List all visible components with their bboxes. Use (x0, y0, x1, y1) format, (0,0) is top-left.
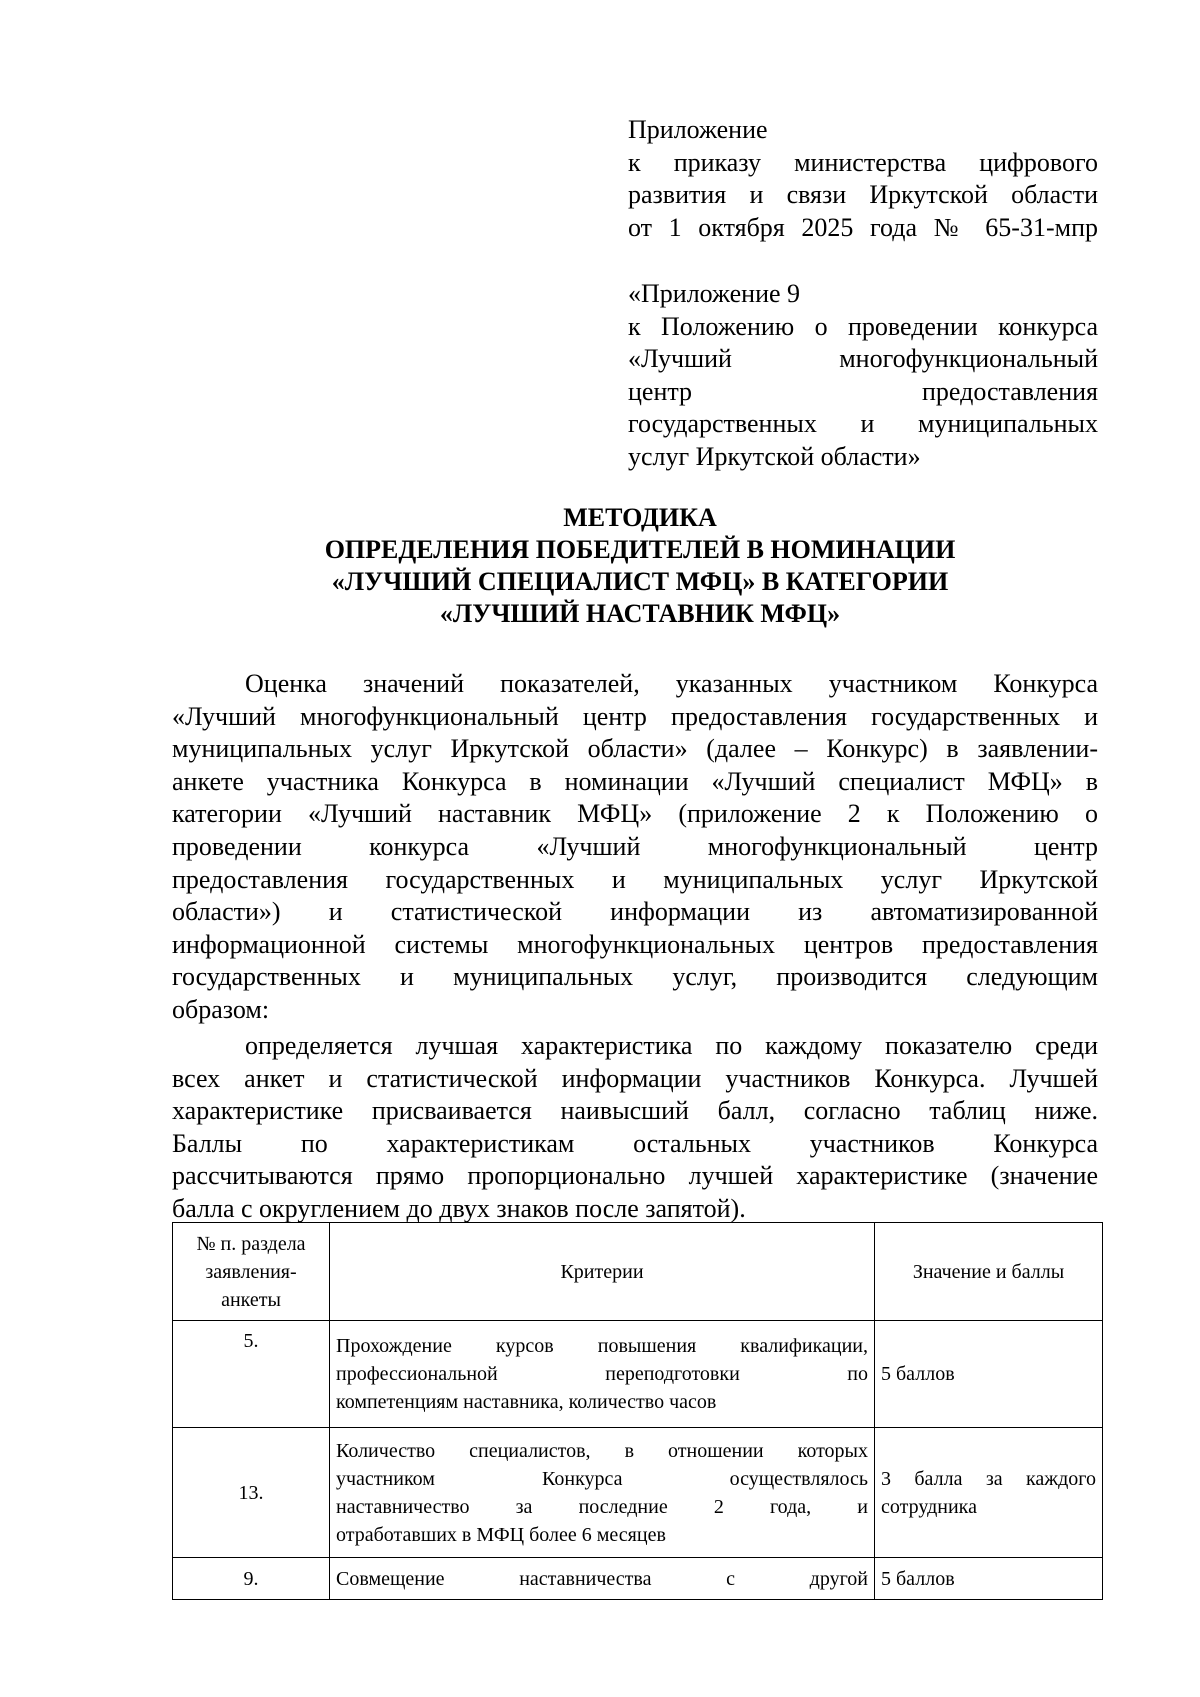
paragraph-line: государственных и муниципальных услуг, производится следующим (172, 962, 1098, 992)
paragraph-line: информационной системы многофункциональных центров предоставления (172, 929, 1098, 959)
row-number: 13. (173, 1428, 330, 1558)
row-value: 5 баллов (875, 1321, 1103, 1428)
appendix-line: услуг Иркутской области» (628, 441, 921, 471)
appendix-line: «Лучший многофункциональный (628, 344, 1098, 373)
document-title (120, 502, 1160, 630)
row-criteria: Прохождение курсов повышения квалификации, профессиональной переподготовки по компетенциям наставника, количество часов (330, 1321, 875, 1428)
title-line: «ЛУЧШИЙ НАСТАВНИК МФЦ» (439, 599, 841, 628)
paragraph-line: «Лучший многофункциональный центр предоставления государственных и (172, 701, 1098, 731)
criteria-table (172, 1222, 1103, 1600)
row-value: 5 баллов (875, 1558, 1103, 1600)
paragraph-line: образом: (172, 994, 270, 1024)
paragraph-line: всех анкет и статистической информации участников Конкурса. Лучшей (172, 1063, 1098, 1093)
header-section-number: № п. раздела заявления- анкеты (173, 1223, 330, 1321)
paragraph-line: анкете участника Конкурса в номинации «Лучший специалист МФЦ» в (172, 766, 1098, 796)
paragraph-line: Оценка значений показателей, указанных участником Конкурса (245, 669, 1098, 698)
header-criteria: Критерии (330, 1223, 875, 1321)
title-line: МЕТОДИКА (563, 503, 717, 532)
paragraph-line: категории «Лучший наставник МФЦ» (приложение 2 к Положению о (172, 799, 1098, 829)
row-number: 9. (173, 1558, 330, 1600)
row-value: 3 балла за каждого сотрудника (875, 1428, 1103, 1558)
paragraph-line: области») и статистической информации из автоматизированной (172, 897, 1098, 927)
paragraph-line: проведении конкурса «Лучший многофункциональный центр (172, 831, 1098, 861)
paragraph-line: муниципальных услуг Иркутской области» (далее – Конкурс) в заявлении- (172, 734, 1098, 764)
paragraph-line: предоставления государственных и муниципальных услуг Иркутской (172, 864, 1098, 894)
row-number: 5. (173, 1321, 330, 1428)
appendix-line: центр предоставления (628, 376, 1098, 406)
attachment-line: развития и связи Иркутской области (628, 180, 1098, 209)
attachment-line: Приложение (628, 115, 768, 144)
paragraph-line: определяется лучшая характеристика по каждому показателю среди (245, 1031, 1098, 1060)
paragraph-line: балла с округлением до двух знаков после запятой). (172, 1193, 746, 1223)
header-value: Значение и баллы (875, 1223, 1103, 1321)
appendix-line: к Положению о проведении конкурса (628, 311, 1098, 341)
row-criteria: Количество специалистов, в отношении которых участником Конкурса осуществлялось наставничество за последние 2 года, и отработавших в МФЦ более 6 месяцев (330, 1428, 875, 1558)
paragraph-line: рассчитываются прямо пропорционально лучшей характеристике (значение (172, 1161, 1098, 1191)
table-header-row (173, 1223, 1103, 1321)
attachment-block (628, 114, 1098, 244)
paragraph-scoring (172, 1030, 1098, 1226)
paragraph-line: характеристике присваивается наивысший балл, согласно таблиц ниже. (172, 1096, 1098, 1126)
table-row (173, 1321, 1103, 1428)
title-line: «ЛУЧШИЙ СПЕЦИАЛИСТ МФЦ» В КАТЕГОРИИ (331, 567, 949, 596)
appendix-block (628, 278, 1098, 473)
appendix-line: государственных и муниципальных (628, 409, 1098, 438)
appendix-line: «Приложение 9 (628, 279, 801, 308)
table-row (173, 1558, 1103, 1600)
paragraph-assessment (172, 668, 1098, 1027)
attachment-line: от 1 октября 2025 года № 65-31-мпр (628, 212, 1098, 242)
paragraph-line: Баллы по характеристикам остальных участников Конкурса (172, 1128, 1098, 1158)
title-line: ОПРЕДЕЛЕНИЯ ПОБЕДИТЕЛЕЙ В НОМИНАЦИИ (324, 535, 956, 564)
row-criteria: Совмещение наставничества с другой (330, 1558, 875, 1600)
attachment-line: к приказу министерства цифрового (628, 147, 1098, 177)
table-row (173, 1428, 1103, 1558)
